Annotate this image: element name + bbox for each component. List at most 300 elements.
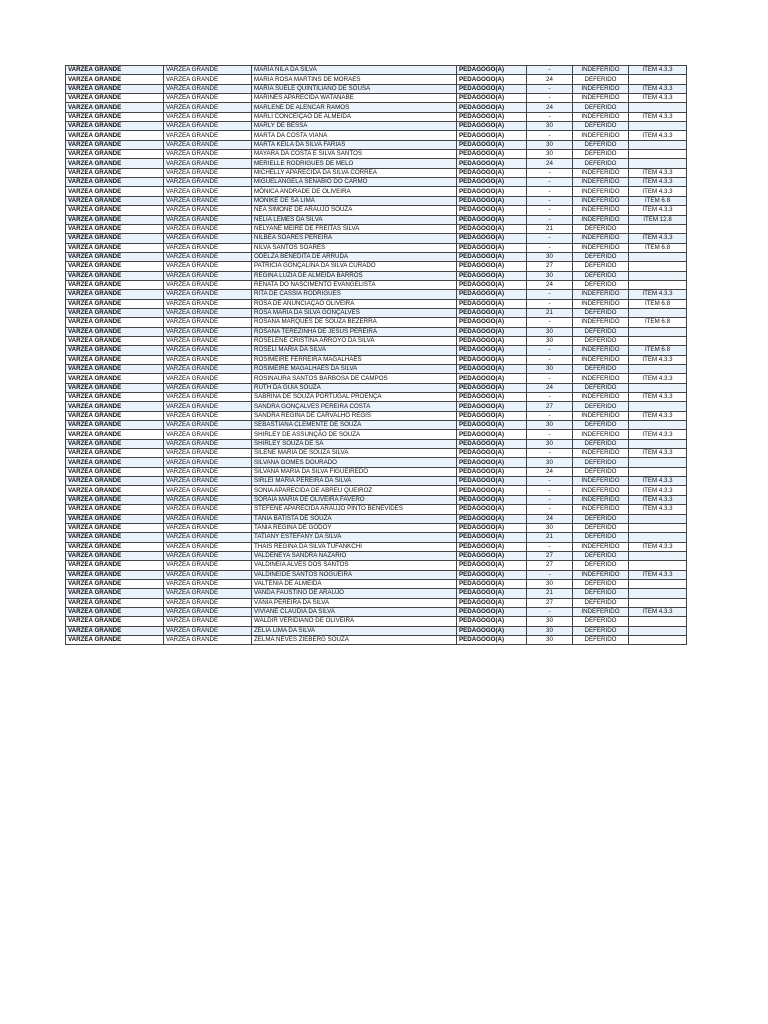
city-cell: VARZEA GRANDE [66,542,164,551]
status-cell: INDEFERIDO [573,187,629,196]
table-row [66,206,687,215]
city-cell: VARZEA GRANDE [66,290,164,299]
status-cell: DEFERIDO [573,561,629,570]
status-cell: INDEFERIDO [573,486,629,495]
score-cell: - [527,196,573,205]
item-cell: ITEM 4.3.3 [629,411,687,420]
candidate-name-cell: ZELMA NEVES ZIEBERG SOUZA [252,635,457,644]
table-row [66,533,687,542]
role-cell: PEDAGOGO(A) [457,215,527,224]
score-cell: - [527,187,573,196]
score-cell: 21 [527,224,573,233]
candidate-name-cell: SILVANA MARIA DA SILVA FIGUEIREDO [252,467,457,476]
role-cell: PEDAGOGO(A) [457,355,527,364]
item-cell [629,280,687,289]
city-cell: VARZEA GRANDE [66,458,164,467]
item-cell [629,467,687,476]
table-row [66,505,687,514]
role-cell: PEDAGOGO(A) [457,66,527,75]
municipality-cell: VARZEA GRANDE [164,626,252,635]
table-row [66,150,687,159]
score-cell: 30 [527,365,573,374]
role-cell: PEDAGOGO(A) [457,159,527,168]
item-cell [629,262,687,271]
municipality-cell: VARZEA GRANDE [164,168,252,177]
score-cell: - [527,393,573,402]
item-cell [629,626,687,635]
table-row [66,94,687,103]
candidate-name-cell: SIRLEI MARIA PEREIRA DA SILVA [252,477,457,486]
item-cell [629,551,687,560]
score-cell: - [527,411,573,420]
role-cell: PEDAGOGO(A) [457,346,527,355]
item-cell [629,271,687,280]
table-row [66,140,687,149]
candidate-name-cell: WALDIR VERIDIANO DE OLIVEIRA [252,617,457,626]
city-cell: VARZEA GRANDE [66,150,164,159]
item-cell [629,336,687,345]
score-cell: 24 [527,514,573,523]
status-cell: DEFERIDO [573,140,629,149]
status-cell: INDEFERIDO [573,542,629,551]
score-cell: 27 [527,402,573,411]
score-cell: 21 [527,533,573,542]
candidate-name-cell: ROSA MARIA DA SILVA GONÇALVES [252,308,457,317]
status-cell: DEFERIDO [573,365,629,374]
table-row [66,271,687,280]
city-cell: VARZEA GRANDE [66,607,164,616]
candidate-name-cell: VANDA FAUSTINO DE ARAUJO [252,589,457,598]
table-row [66,374,687,383]
role-cell: PEDAGOGO(A) [457,327,527,336]
role-cell: PEDAGOGO(A) [457,336,527,345]
city-cell: VARZEA GRANDE [66,299,164,308]
score-cell: - [527,290,573,299]
candidate-name-cell: STEFENE APARECIDA ARAUJO PINTO BENEVIDES [252,505,457,514]
city-cell: VARZEA GRANDE [66,168,164,177]
status-cell: DEFERIDO [573,467,629,476]
status-cell: INDEFERIDO [573,495,629,504]
municipality-cell: VARZEA GRANDE [164,299,252,308]
score-cell: 27 [527,262,573,271]
status-cell: DEFERIDO [573,598,629,607]
candidate-name-cell: VALTENIA DE ALMEIDA [252,579,457,588]
city-cell: VARZEA GRANDE [66,206,164,215]
score-cell: 30 [527,336,573,345]
city-cell: VARZEA GRANDE [66,467,164,476]
table-row [66,234,687,243]
role-cell: PEDAGOGO(A) [457,112,527,121]
candidate-name-cell: ODELZA BENEDITA DE ARRUDA [252,252,457,261]
item-cell: ITEM 4.3.3 [629,66,687,75]
table-row [66,589,687,598]
status-cell: DEFERIDO [573,439,629,448]
candidate-name-cell: MARTA KEILA DA SILVA FARIAS [252,140,457,149]
status-cell: DEFERIDO [573,589,629,598]
table-row [66,617,687,626]
city-cell: VARZEA GRANDE [66,94,164,103]
status-cell: INDEFERIDO [573,168,629,177]
municipality-cell: VARZEA GRANDE [164,607,252,616]
role-cell: PEDAGOGO(A) [457,551,527,560]
candidate-name-cell: ROSIMEIRE FERREIRA MAGALHÃES [252,355,457,364]
score-cell: 30 [527,421,573,430]
score-cell: - [527,570,573,579]
municipality-cell: VARZEA GRANDE [164,514,252,523]
item-cell: ITEM 6.8 [629,196,687,205]
status-cell: INDEFERIDO [573,477,629,486]
candidate-name-cell: SONIA APARECIDA DE ABREU QUEIROZ [252,486,457,495]
table-row [66,346,687,355]
municipality-cell: VARZEA GRANDE [164,467,252,476]
item-cell: ITEM 6.8 [629,318,687,327]
score-cell: 30 [527,122,573,131]
item-cell: ITEM 4.3.3 [629,131,687,140]
candidate-name-cell: SHIRLEY DE ASSUNÇÃO DE SOUZA [252,430,457,439]
table-row [66,159,687,168]
municipality-cell: VARZEA GRANDE [164,579,252,588]
municipality-cell: VARZEA GRANDE [164,159,252,168]
score-cell: - [527,243,573,252]
role-cell: PEDAGOGO(A) [457,234,527,243]
item-cell [629,561,687,570]
city-cell: VARZEA GRANDE [66,122,164,131]
status-cell: INDEFERIDO [573,318,629,327]
score-cell: - [527,84,573,93]
item-cell: ITEM 4.3.3 [629,607,687,616]
municipality-cell: VARZEA GRANDE [164,570,252,579]
score-cell: 24 [527,383,573,392]
table-row [66,495,687,504]
score-cell: - [527,477,573,486]
city-cell: VARZEA GRANDE [66,505,164,514]
city-cell: VARZEA GRANDE [66,411,164,420]
municipality-cell: VARZEA GRANDE [164,75,252,84]
city-cell: VARZEA GRANDE [66,486,164,495]
candidate-name-cell: MIGUELANGELA SENABIO DO CARMO [252,178,457,187]
candidate-name-cell: RUTH DA GUIA SOUZA [252,383,457,392]
table-row [66,280,687,289]
municipality-cell: VARZEA GRANDE [164,234,252,243]
table-row [66,131,687,140]
table-row [66,411,687,420]
role-cell: PEDAGOGO(A) [457,187,527,196]
table-row [66,430,687,439]
candidate-name-cell: MAYARA DA COSTA E SILVA SANTOS [252,150,457,159]
city-cell: VARZEA GRANDE [66,159,164,168]
table-row [66,103,687,112]
status-cell: DEFERIDO [573,626,629,635]
role-cell: PEDAGOGO(A) [457,467,527,476]
municipality-cell: VARZEA GRANDE [164,243,252,252]
score-cell: - [527,112,573,121]
score-cell: - [527,234,573,243]
city-cell: VARZEA GRANDE [66,234,164,243]
item-cell [629,421,687,430]
city-cell: VARZEA GRANDE [66,84,164,93]
status-cell: DEFERIDO [573,224,629,233]
municipality-cell: VARZEA GRANDE [164,252,252,261]
candidate-name-cell: MARLI CONCEIÇÃO DE ALMEIDA [252,112,457,121]
item-cell [629,514,687,523]
city-cell: VARZEA GRANDE [66,318,164,327]
status-cell: DEFERIDO [573,271,629,280]
status-cell: DEFERIDO [573,262,629,271]
score-cell: - [527,607,573,616]
municipality-cell: VARZEA GRANDE [164,196,252,205]
status-cell: DEFERIDO [573,635,629,644]
score-cell: 24 [527,467,573,476]
role-cell: PEDAGOGO(A) [457,635,527,644]
item-cell [629,533,687,542]
score-cell: - [527,299,573,308]
status-cell: INDEFERIDO [573,393,629,402]
candidate-name-cell: ROSINAURA SANTOS BARBOSA DE CAMPOS [252,374,457,383]
table-row [66,299,687,308]
role-cell: PEDAGOGO(A) [457,570,527,579]
item-cell [629,598,687,607]
candidate-name-cell: SILENE MARIA DE SOUZA SILVA [252,449,457,458]
item-cell [629,327,687,336]
candidate-name-cell: ROSANA TEREZINHA DE JESUS PEREIRA [252,327,457,336]
score-cell: - [527,168,573,177]
item-cell: ITEM 4.3.3 [629,430,687,439]
role-cell: PEDAGOGO(A) [457,542,527,551]
item-cell [629,589,687,598]
role-cell: PEDAGOGO(A) [457,290,527,299]
score-cell: 30 [527,635,573,644]
candidate-name-cell: VALDINEIA ALVES DOS SANTOS [252,561,457,570]
table-row [66,635,687,644]
candidate-name-cell: NELIA LEMES DA SILVA [252,215,457,224]
status-cell: INDEFERIDO [573,112,629,121]
status-cell: INDEFERIDO [573,430,629,439]
role-cell: PEDAGOGO(A) [457,421,527,430]
municipality-cell: VARZEA GRANDE [164,365,252,374]
item-cell: ITEM 6.8 [629,299,687,308]
municipality-cell: VARZEA GRANDE [164,271,252,280]
status-cell: INDEFERIDO [573,374,629,383]
table-row [66,318,687,327]
status-cell: INDEFERIDO [573,131,629,140]
item-cell: ITEM 4.3.3 [629,393,687,402]
candidate-name-cell: VALDINEIDE SANTOS NOGUEIRA [252,570,457,579]
score-cell: 30 [527,617,573,626]
role-cell: PEDAGOGO(A) [457,383,527,392]
table-row [66,66,687,75]
city-cell: VARZEA GRANDE [66,280,164,289]
city-cell: VARZEA GRANDE [66,112,164,121]
candidate-name-cell: MÔNICA ANDRADE DE OLIVEIRA [252,187,457,196]
status-cell: DEFERIDO [573,280,629,289]
candidate-name-cell: MARTA DA COSTA VIANA [252,131,457,140]
role-cell: PEDAGOGO(A) [457,94,527,103]
role-cell: PEDAGOGO(A) [457,224,527,233]
status-cell: INDEFERIDO [573,66,629,75]
city-cell: VARZEA GRANDE [66,551,164,560]
candidate-name-cell: SANDRA REGINA DE CARVALHO REGIS [252,411,457,420]
candidate-name-cell: ROSA DE ANUNCIAÇÃO OLIVEIRA [252,299,457,308]
item-cell: ITEM 4.3.3 [629,449,687,458]
candidate-name-cell: ROSELI MARIA DA SILVA [252,346,457,355]
municipality-cell: VARZEA GRANDE [164,346,252,355]
item-cell: ITEM 4.3.3 [629,570,687,579]
city-cell: VARZEA GRANDE [66,140,164,149]
role-cell: PEDAGOGO(A) [457,280,527,289]
item-cell: ITEM 4.3.3 [629,206,687,215]
candidate-name-cell: TATIANY ESTEFANY DA SILVA [252,533,457,542]
role-cell: PEDAGOGO(A) [457,626,527,635]
municipality-cell: VARZEA GRANDE [164,523,252,532]
municipality-cell: VARZEA GRANDE [164,589,252,598]
municipality-cell: VARZEA GRANDE [164,336,252,345]
score-cell: - [527,346,573,355]
score-cell: - [527,318,573,327]
candidate-name-cell: ROSANA MARQUES DE SOUZA BEZERRA [252,318,457,327]
table-row [66,290,687,299]
municipality-cell: VARZEA GRANDE [164,617,252,626]
table-row [66,355,687,364]
role-cell: PEDAGOGO(A) [457,122,527,131]
city-cell: VARZEA GRANDE [66,308,164,317]
table-row [66,252,687,261]
role-cell: PEDAGOGO(A) [457,402,527,411]
table-row [66,196,687,205]
status-cell: DEFERIDO [573,159,629,168]
table-row [66,551,687,560]
municipality-cell: VARZEA GRANDE [164,486,252,495]
municipality-cell: VARZEA GRANDE [164,280,252,289]
score-cell: 30 [527,271,573,280]
municipality-cell: VARZEA GRANDE [164,477,252,486]
table-row [66,421,687,430]
item-cell: ITEM 4.3.3 [629,486,687,495]
table-row [66,570,687,579]
item-cell: ITEM 4.3.3 [629,355,687,364]
score-cell: - [527,374,573,383]
status-cell: DEFERIDO [573,523,629,532]
candidate-name-cell: SHIRLEY SOUZA DE SÁ [252,439,457,448]
municipality-cell: VARZEA GRANDE [164,421,252,430]
status-cell: INDEFERIDO [573,196,629,205]
city-cell: VARZEA GRANDE [66,393,164,402]
status-cell: INDEFERIDO [573,449,629,458]
city-cell: VARZEA GRANDE [66,523,164,532]
city-cell: VARZEA GRANDE [66,346,164,355]
municipality-cell: VARZEA GRANDE [164,206,252,215]
status-cell: DEFERIDO [573,617,629,626]
table-row [66,75,687,84]
city-cell: VARZEA GRANDE [66,66,164,75]
table-row [66,542,687,551]
city-cell: VARZEA GRANDE [66,196,164,205]
score-cell: 30 [527,458,573,467]
municipality-cell: VARZEA GRANDE [164,533,252,542]
table-row [66,243,687,252]
item-cell: ITEM 4.3.3 [629,495,687,504]
status-cell: DEFERIDO [573,458,629,467]
city-cell: VARZEA GRANDE [66,402,164,411]
item-cell: ITEM 4.3.3 [629,112,687,121]
municipality-cell: VARZEA GRANDE [164,598,252,607]
score-cell: 27 [527,598,573,607]
score-cell: - [527,542,573,551]
score-cell: 24 [527,159,573,168]
city-cell: VARZEA GRANDE [66,598,164,607]
role-cell: PEDAGOGO(A) [457,140,527,149]
item-cell [629,140,687,149]
candidate-name-cell: MARIA ROSA MARTINS DE MORAES [252,75,457,84]
municipality-cell: VARZEA GRANDE [164,94,252,103]
municipality-cell: VARZEA GRANDE [164,411,252,420]
table-row [66,598,687,607]
score-cell: 30 [527,252,573,261]
score-cell: - [527,66,573,75]
city-cell: VARZEA GRANDE [66,336,164,345]
candidate-name-cell: MARLENE DE ALENCAR RAMOS [252,103,457,112]
municipality-cell: VARZEA GRANDE [164,103,252,112]
item-cell [629,159,687,168]
municipality-cell: VARZEA GRANDE [164,308,252,317]
city-cell: VARZEA GRANDE [66,589,164,598]
role-cell: PEDAGOGO(A) [457,439,527,448]
score-cell: - [527,505,573,514]
municipality-cell: VARZEA GRANDE [164,402,252,411]
table-row [66,224,687,233]
table-row [66,112,687,121]
role-cell: PEDAGOGO(A) [457,365,527,374]
role-cell: PEDAGOGO(A) [457,150,527,159]
item-cell [629,523,687,532]
table-row [66,383,687,392]
candidate-name-cell: TÂNIA BATISTA DE SOUZA [252,514,457,523]
status-cell: INDEFERIDO [573,243,629,252]
status-cell: DEFERIDO [573,579,629,588]
role-cell: PEDAGOGO(A) [457,505,527,514]
city-cell: VARZEA GRANDE [66,103,164,112]
municipality-cell: VARZEA GRANDE [164,187,252,196]
score-cell: - [527,94,573,103]
score-cell: 24 [527,103,573,112]
item-cell [629,617,687,626]
item-cell: ITEM 6.8 [629,346,687,355]
status-cell: DEFERIDO [573,252,629,261]
score-cell: 30 [527,327,573,336]
candidate-name-cell: RENATA DO NASCIMENTO EVANGELISTA [252,280,457,289]
status-cell: DEFERIDO [573,533,629,542]
role-cell: PEDAGOGO(A) [457,486,527,495]
status-cell: INDEFERIDO [573,299,629,308]
item-cell: ITEM 4.3.3 [629,94,687,103]
municipality-cell: VARZEA GRANDE [164,355,252,364]
role-cell: PEDAGOGO(A) [457,84,527,93]
city-cell: VARZEA GRANDE [66,365,164,374]
item-cell [629,402,687,411]
municipality-cell: VARZEA GRANDE [164,262,252,271]
city-cell: VARZEA GRANDE [66,617,164,626]
table-row [66,393,687,402]
candidate-name-cell: ZÉLIA LIMA DA SILVA [252,626,457,635]
table-row [66,336,687,345]
municipality-cell: VARZEA GRANDE [164,112,252,121]
role-cell: PEDAGOGO(A) [457,495,527,504]
item-cell: ITEM 4.3.3 [629,178,687,187]
city-cell: VARZEA GRANDE [66,243,164,252]
table-row [66,514,687,523]
score-cell: - [527,178,573,187]
status-cell: DEFERIDO [573,150,629,159]
status-cell: INDEFERIDO [573,355,629,364]
